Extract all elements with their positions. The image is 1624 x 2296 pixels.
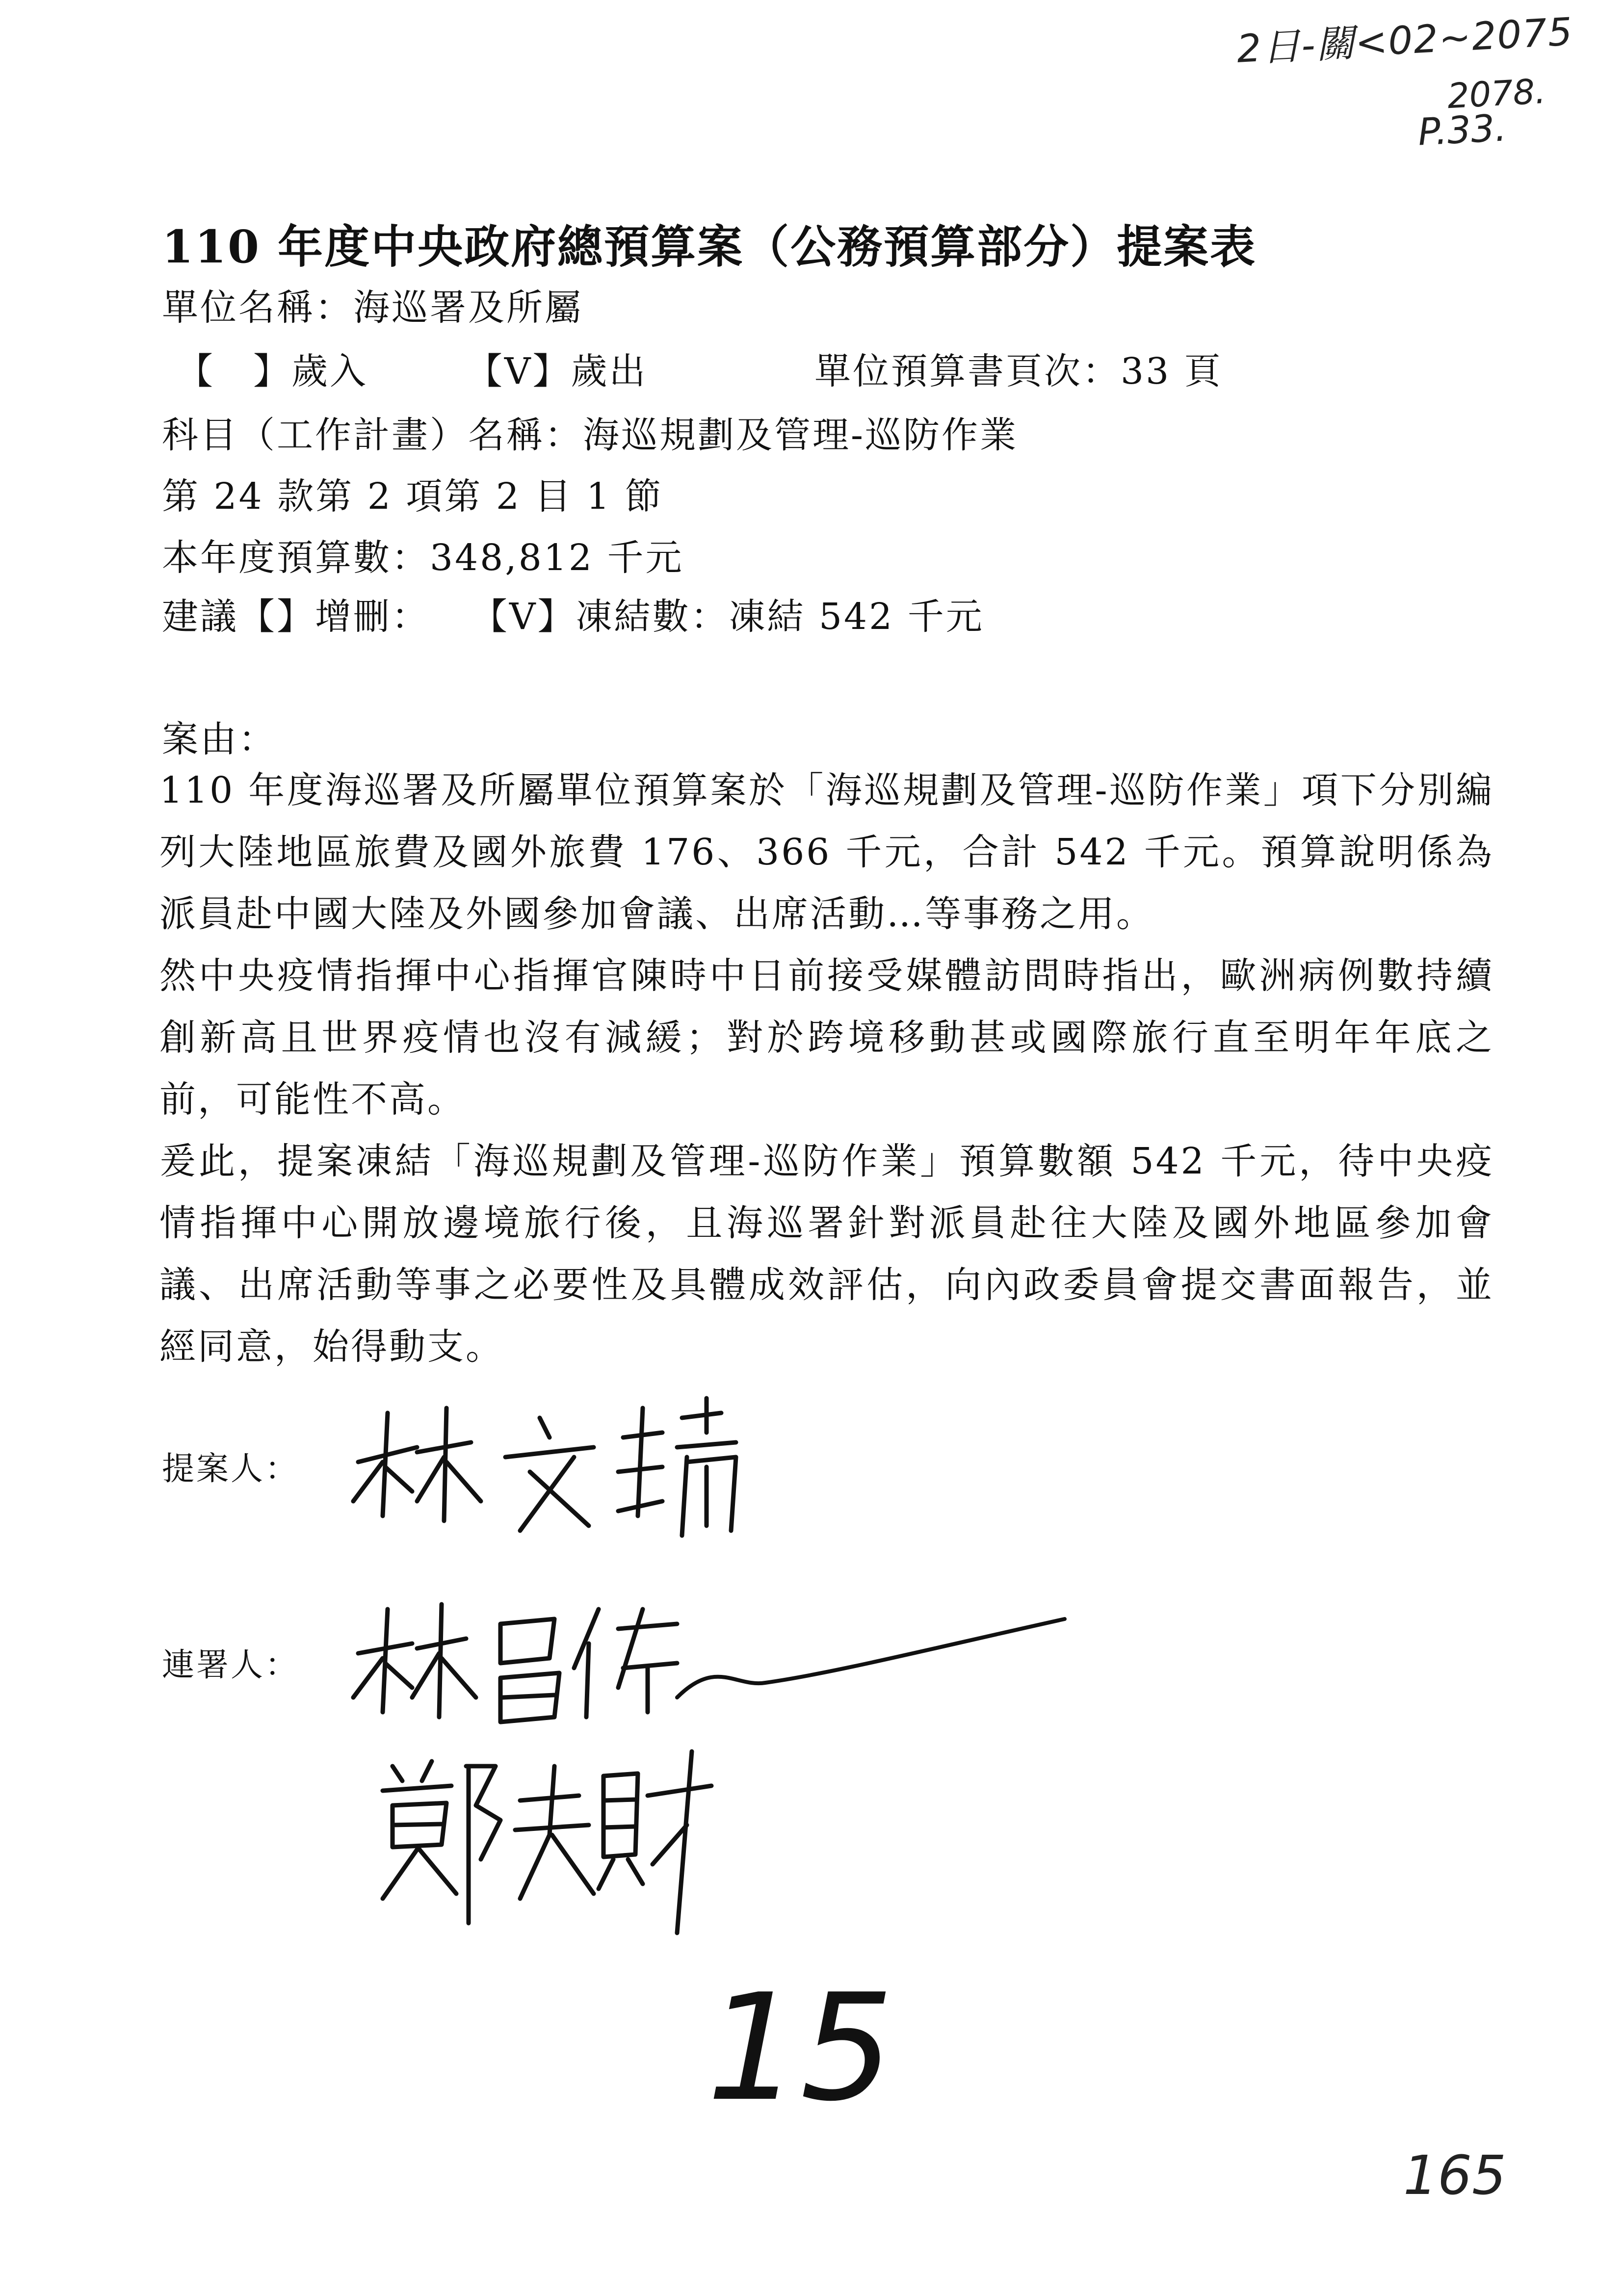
subject-name: 科目（工作計畫）名稱：海巡規劃及管理-巡防作業 (162, 414, 1019, 456)
expenditure-checkbox: 【V】歲出 (466, 350, 648, 392)
handwritten-page-number: 15 (707, 1962, 894, 2134)
budget-page-number: 單位預算書頁次：33 頁 (814, 350, 1223, 392)
reason-paragraph: 然中央疫情指揮中心指揮官陳時中日前接受媒體訪問時指出，歐洲病例數持續創新高且世界疫情也沒有減緩；對於跨境移動甚或國際旅行直至明年年底之前，可能性不高。 (159, 955, 1494, 1121)
handwritten-reference-note-continued: 2078. (1446, 71, 1547, 117)
reason-heading: 案由： (162, 718, 277, 760)
cosigner-signature-2 (373, 1737, 716, 1943)
proposer-label: 提案人： (162, 1450, 299, 1487)
handwritten-folio-number: 165 (1403, 2144, 1506, 2207)
proposer-signature (343, 1388, 785, 1555)
budget-amount: 本年度預算數：348,812 千元 (162, 537, 684, 579)
form-title: 110 年度中央政府總預算案（公務預算部分）提案表 (162, 220, 1257, 273)
suggestion-change: 建議【】增刪： (162, 596, 430, 638)
handwritten-page-reference: P.33. (1416, 105, 1508, 154)
handwritten-reference-note: 2日-關<02~2075 (1235, 10, 1574, 72)
reason-paragraph: 爰此，提案凍結「海巡規劃及管理-巡防作業」預算數額 542 千元，待中央疫情指揮中心開放邊境旅行後，且海巡署針對派員赴往大陸及國外地區參加會議、出席活動等事之必要性及具體成效評估，向內政委員會提交書面報告，並經同意，始得動支。 (159, 1140, 1494, 1368)
cosigner-label: 連署人： (162, 1646, 299, 1684)
reason-paragraph: 110 年度海巡署及所屬單位預算案於「海巡規劃及管理-巡防作業」項下分別編列大陸地區旅費及國外旅費 176、366 千元，合計 542 千元。預算說明係為派員赴中國大陸及外國參加會議、出席活動…等事務之用。 (159, 769, 1494, 935)
revenue-checkbox: 【 】歲入 (177, 350, 368, 392)
suggestion-frozen-amount: 【V】凍結數：凍結 542 千元 (471, 596, 984, 638)
budget-item-code: 第 24 款第 2 項第 2 目 1 節 (162, 475, 663, 518)
unit-name: 單位名稱：海巡署及所屬 (162, 287, 583, 329)
